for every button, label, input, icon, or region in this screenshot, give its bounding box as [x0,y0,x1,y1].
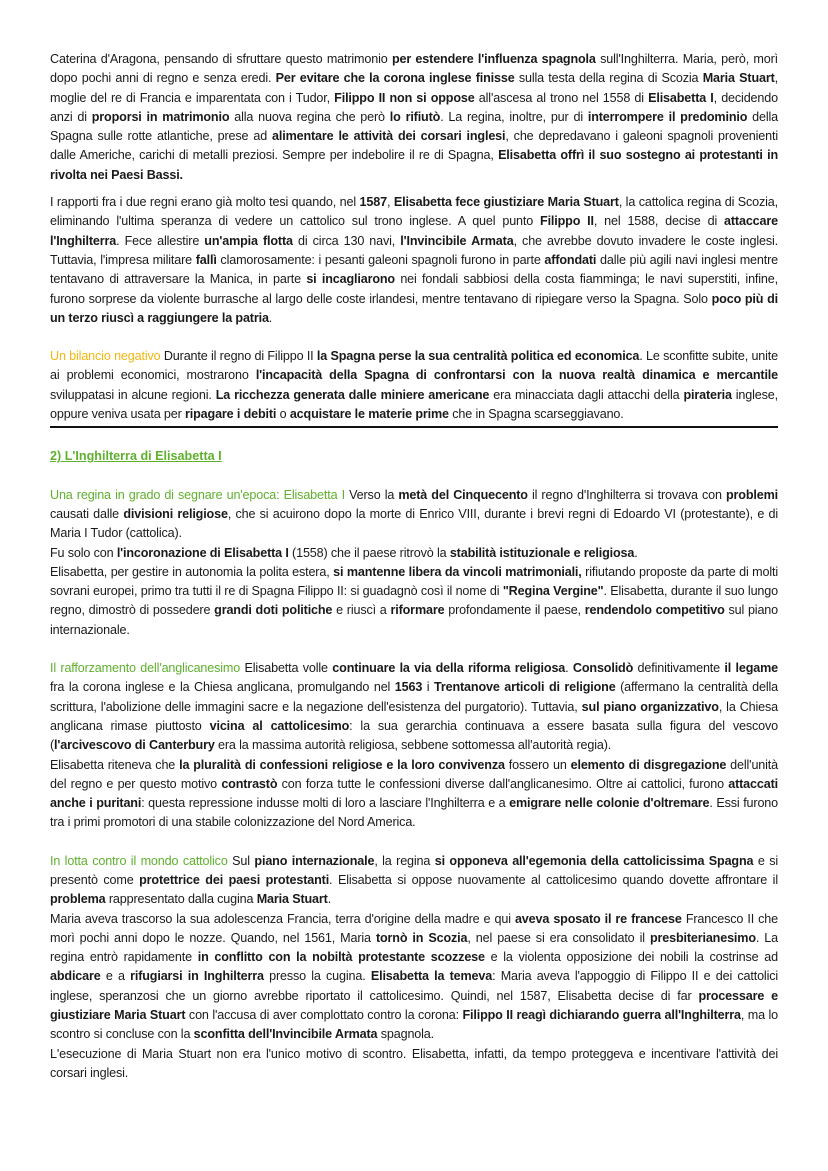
paragraph: Il rafforzamento dell'anglicanesimo Elisabetta volle continuare la via della riforma religiosa. Consolidò definitivamente il legame fra la corona inglese e la Chiesa anglicana, promulgando nel 1563 i Trentanove articoli di religione (affermano la centralità della scrittura, l'abolizione delle immagini sacre e la negazione dell'esistenza del purgatorio). Tuttavia, sul piano organizzativo, la Chiesa anglicana rimase piuttosto vicina al cattolicesimo: la sua gerarchia continuava a essere basata sulla figura del vescovo (l'arcivescovo di Canterbury era la massima autorità religiosa, sebbene sottomessa all'autorità regia). [50,661,779,753]
subsection-heading: Il rafforzamento dell'anglicanesimo [50,661,241,676]
subsection-anglicanism [50,659,778,833]
subsection-catholic-struggle [50,852,778,1084]
subsection-heading: Un bilancio negativo [50,349,161,364]
paragraph: Fu solo con l'incoronazione di Elisabetta I (1558) che il paese ritrovò la stabilità istituzionale e religiosa. [50,545,638,560]
paragraph: Elisabetta, per gestire in autonomia la polita estera, si mantenne libera da vincoli matrimoniali, rifiutando proposte da parte di molti sovrani europei, primo tra tutti il re di Spagna Filippo II: si guadagnò così il nome di "Regina Vergine". Elisabetta, durante il suo lungo regno, dimostrò di possedere grandi doti politiche e riuscì a riformare profondamente il paese, rendendolo competitivo sul piano internazionale. [50,564,779,637]
subsection-heading: In lotta contro il mondo cattolico [50,853,228,868]
section-title: 2) L'Inghilterra di Elisabetta I [50,449,222,464]
paragraph: Una regina in grado di segnare un'epoca: Elisabetta I Verso la metà del Cinquecento il regno d'Inghilterra si trovava con problemi causati dalle divisioni religiose, che si acuirono dopo la morte di Enrico VIII, durante i brevi regni di Edoardo VI (protestante), e di Maria I Tudor (cattolica). [50,487,778,541]
paragraph: Elisabetta riteneva che la pluralità di confessioni religiose e la loro convivenza fossero un elemento di disgregazione dell'unità del regno e per questo motivo contrastò con forza tutte le confessioni diverse dall'anglicanesimo. Oltre ai cattolici, furono attaccati anche i puritani: questa repressione indusse molti di loro a lasciare l'Inghilterra e a emigrare nelle colonie d'oltremare. Essi furono tra i primi promotori di una stabile colonizzazione del Nord America. [50,757,779,830]
paragraph-spanish-marriage: Caterina d'Aragona, pensando di sfruttare questo matrimonio per estendere l'influenza spagnola sull'Inghilterra. Maria, però, morì dopo pochi anni di regno e senza eredi. Per evitare che la corona inglese finisse sulla testa della regina di Scozia Maria Stuart, moglie del re di Francia e imparentata con i Tudor, Filippo II non si oppose all'ascesa al trono nel 1558 di Elisabetta I, decidendo anzi di proporsi in matrimonio alla nuova regina che però lo rifiutò. La regina, inoltre, pur di interrompere il predominio della Spagna sulle rotte atlantiche, prese ad alimentare le attività dei corsari inglesi, che depredavano i galeoni spagnoli provenienti dalle Americhe, carichi di metalli preziosi. Sempre per indebolire il re di Spagna, Elisabetta offrì il suo sostegno ai protestanti in rivolta nei Paesi Bassi. [50,52,779,182]
subsection-heading: Una regina in grado di segnare un'epoca: Elisabetta I [50,487,345,502]
paragraph-negative-balance: Un bilancio negativo Durante il regno di Filippo II la Spagna perse la sua centralità politica ed economica. Le sconfitte subite, unite ai problemi economici, mostrarono l'incapacità della Spagna di confrontarsi con la nuova realtà dinamica e mercantile sviluppatasi in alcune regioni. La ricchezza generata dalle miniere americane era minacciata dagli attacchi della pirateria inglese, oppure veniva usata per ripagare i debiti o acquistare le materie prime che in Spagna scarseggiavano. [50,349,779,422]
subsection-elisabetta-era [50,486,778,640]
paragraph: Maria aveva trascorso la sua adolescenza Francia, terra d'origine della madre e qui aveva sposato il re francese Francesco II che morì pochi anni dopo le nozze. Quando, nel 1561, Maria tornò in Scozia, nel paese si era consolidato il presbiterianesimo. La regina entrò rapidamente in conflitto con la nobiltà protestante scozzese e la violenta opposizione dei nobili la costrinse ad abdicare e a rifugiarsi in Inghilterra presso la cugina. Elisabetta la temeva: Maria aveva l'appoggio di Filippo II e dei cattolici inglese, speranzosi che un giorno avrebbe riportato il cattolicesimo. Quindi, nel 1587, Elisabetta decise di far processare e giustiziare Maria Stuart con l'accusa di aver complottato contro la corona: Filippo II reagì dichiarando guerra all'Inghilterra, ma lo scontro si concluse con la sconfitta dell'Invincibile Armata spagnola. [50,911,779,1042]
paragraph-invincible-armada: I rapporti fra i due regni erano già molto tesi quando, nel 1587, Elisabetta fece giustiziare Maria Stuart, la cattolica regina di Scozia, eliminando l'ultima speranza di vedere un cattolico sul trono inglese. A quel punto Filippo II, nel 1588, decise di attaccare l'Inghilterra. Fece allestire un'ampia flotta di circa 130 navi, l'Invincibile Armata, che avrebbe dovuto invadere le coste inglesi. Tuttavia, l'impresa militare fallì clamorosamente: i pesanti galeoni spagnoli furono in parte affondati dalle più agili navi inglesi mentre tentavano di attraversare la Manica, in parte si incagliarono nei fondali sabbiosi della costa fiamminga; le navi superstiti, infine, furono sorprese da violente burrasche al largo delle coste irlandesi, mentre tentavano di ripiegare verso la Spagna. Solo poco più di un terzo riuscì a raggiungere la patria. [50,195,779,325]
paragraph: In lotta contro il mondo cattolico Sul piano internazionale, la regina si opponeva all'egemonia della cattolicissima Spagna e si presentò come protettrice dei paesi protestanti. Elisabetta si oppose nuovamente al cattolicesimo quando dovette affrontare il problema rappresentato dalla cugina Maria Stuart. [50,853,778,907]
paragraph: L'esecuzione di Maria Stuart non era l'unico motivo di scontro. Elisabetta, infatti, da tempo proteggeva e incentivare l'attività dei corsari inglesi. [50,1046,778,1080]
